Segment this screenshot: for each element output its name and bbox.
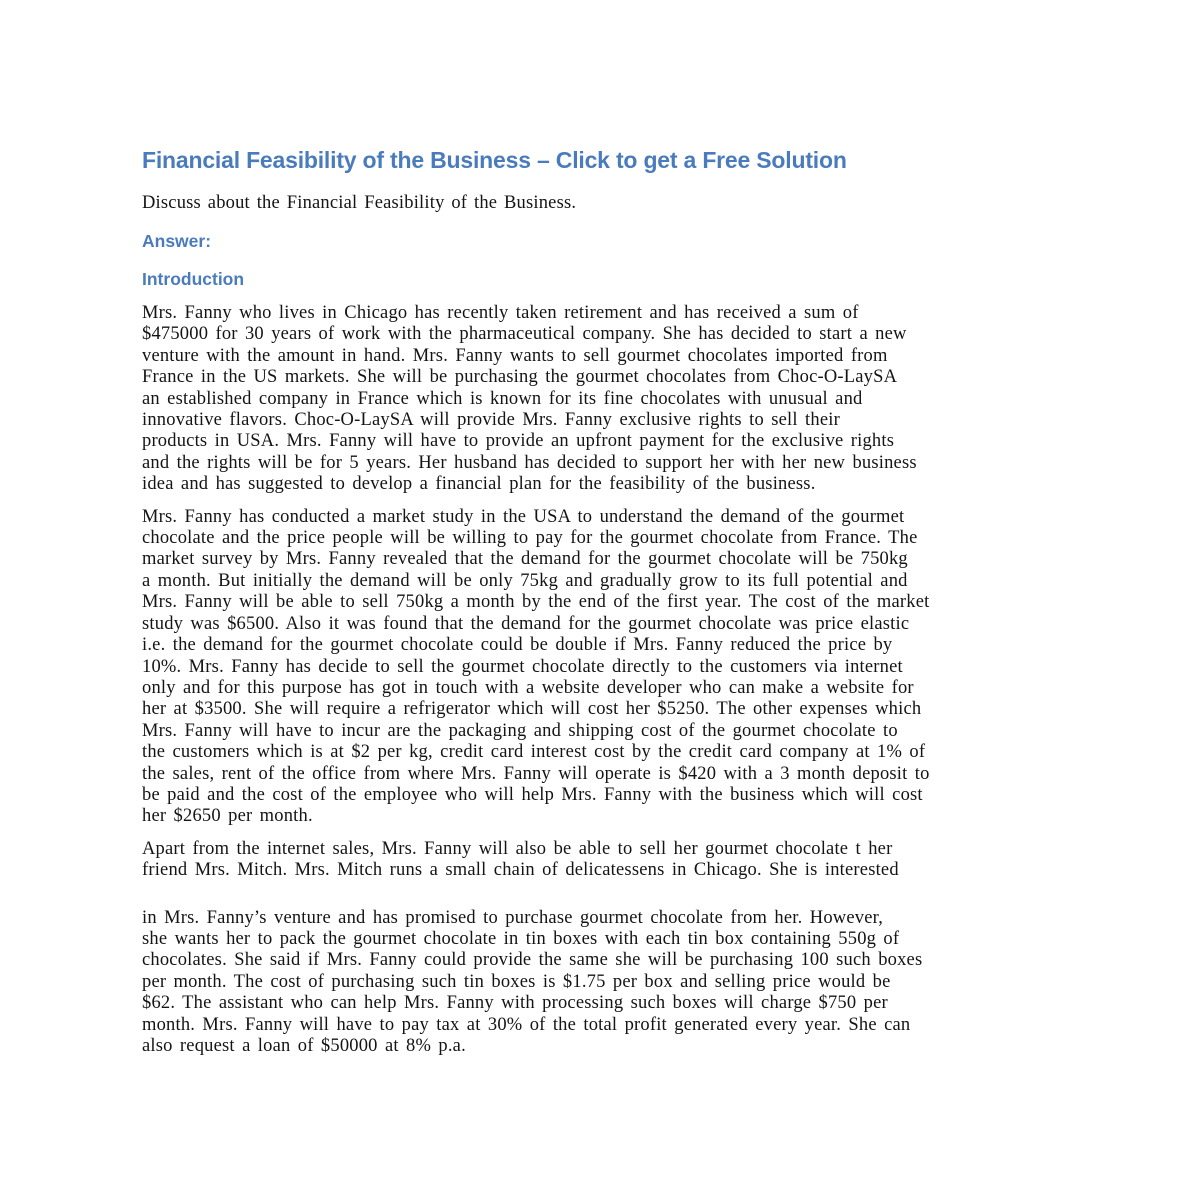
text-line: Mrs. Fanny will have to incur are the packaging and shipping cost of the gourmet chocolate to (142, 720, 898, 741)
text-line: market survey by Mrs. Fanny revealed that the demand for the gourmet chocolate will be 750kg (142, 549, 908, 570)
answer-heading: Answer: (142, 231, 212, 251)
text-line: i.e. the demand for the gourmet chocolate could be double if Mrs. Fanny reduced the price by (142, 635, 893, 656)
document-body (142, 146, 1082, 1068)
paragraph-4 (142, 908, 1082, 1058)
text-line: Mrs. Fanny will be able to sell 750kg a month by the end of the first year. The cost of the market (142, 592, 930, 613)
text-line: and the rights will be for 5 years. Her husband has decided to support her with her new business (142, 452, 917, 473)
text-line: Mrs. Fanny who lives in Chicago has recently taken retirement and has received a sum of (142, 303, 859, 323)
text-line: an established company in France which is known for its fine chocolates with unusual and (142, 388, 863, 409)
text-line: only and for this purpose has got in touch with a website developer who can make a website for (142, 677, 914, 698)
text-line: she wants her to pack the gourmet chocolate in tin boxes with each tin box containing 550g of (142, 928, 900, 949)
text-line: $62. The assistant who can help Mrs. Fanny with processing such boxes will charge $750 per (142, 993, 888, 1014)
paragraph-1 (142, 303, 1082, 496)
text-line: Apart from the internet sales, Mrs. Fanny will also be able to sell her gourmet chocolate t her (142, 838, 893, 859)
text-line: $475000 for 30 years of work with the pharmaceutical company. She has decided to start a new (142, 324, 907, 345)
text-line: idea and has suggested to develop a financial plan for the feasibility of the business. (142, 474, 816, 495)
text-line: her at $3500. She will require a refrigerator which will cost her $5250. The other expenses which (142, 699, 922, 720)
text-line: study was $6500. Also it was found that the demand for the gourmet chocolate was price elastic (142, 613, 910, 634)
text-line: the sales, rent of the office from where Mrs. Fanny will operate is $420 with a 3 month deposit to (142, 763, 930, 784)
text-line: Mrs. Fanny has conducted a market study in the USA to understand the demand of the gourmet (142, 506, 905, 527)
text-line: a month. But initially the demand will be only 75kg and gradually grow to its full potential and (142, 570, 908, 591)
text-line: in Mrs. Fanny’s venture and has promised to purchase gourmet chocolate from her. However, (142, 907, 884, 928)
text-line: be paid and the cost of the employee who will help Mrs. Fanny with the business which will cost (142, 784, 923, 805)
text-line: innovative flavors. Choc-O-LaySA will provide Mrs. Fanny exclusive rights to sell their (142, 410, 840, 431)
text-line: 10%. Mrs. Fanny has decide to sell the gourmet chocolate directly to the customers via internet (142, 656, 903, 677)
paragraph-3 (142, 839, 1082, 882)
question-text: Discuss about the Financial Feasibility of the Business. (142, 193, 577, 213)
text-line: chocolate and the price people will be willing to pay for the gourmet chocolate from France. The (142, 528, 918, 549)
text-line: friend Mrs. Mitch. Mrs. Mitch runs a small chain of delicatessens in Chicago. She is interested (142, 860, 899, 881)
text-line: products in USA. Mrs. Fanny will have to provide an upfront payment for the exclusive rights (142, 431, 895, 452)
paragraph-2 (142, 507, 1082, 828)
text-line: venture with the amount in hand. Mrs. Fanny wants to sell gourmet chocolates imported from (142, 345, 888, 366)
text-line: her $2650 per month. (142, 806, 313, 827)
text-line: month. Mrs. Fanny will have to pay tax at 30% of the total profit generated every year. She can (142, 1014, 911, 1035)
text-line: per month. The cost of purchasing such tin boxes is $1.75 per box and selling price would be (142, 971, 891, 992)
document-title: Financial Feasibility of the Business – Click to get a Free Solution (142, 147, 847, 173)
introduction-heading: Introduction (142, 269, 245, 289)
text-line: also request a loan of $50000 at 8% p.a. (142, 1036, 466, 1056)
text-line: France in the US markets. She will be purchasing the gourmet chocolates from Choc-O-LaySA (142, 367, 898, 388)
text-line: the customers which is at $2 per kg, credit card interest cost by the credit card company at 1% of (142, 742, 926, 763)
text-line: chocolates. She said if Mrs. Fanny could provide the same she will be purchasing 100 such boxes (142, 950, 923, 971)
